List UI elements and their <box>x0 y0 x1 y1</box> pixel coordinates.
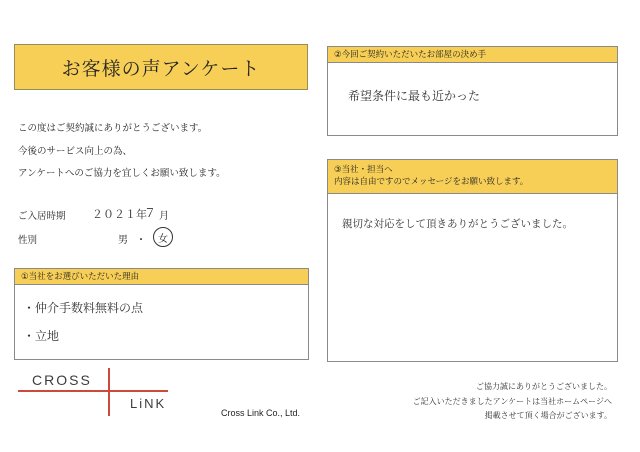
message-panel <box>327 159 618 362</box>
survey-title <box>14 44 308 90</box>
footer-line-3: 掲載させて頂く場合がございます。 <box>484 411 612 420</box>
gender-male: 男 <box>118 235 128 246</box>
company-logo <box>18 368 168 416</box>
gender-label: 性別 <box>18 235 38 246</box>
intro-line-3: アンケートへのご協力を宜しくお願い致します。 <box>18 168 226 179</box>
intro-line-1: この度はご契約誠にありがとうございます。 <box>18 123 208 134</box>
move-in-label: ご入居時期 <box>18 211 66 222</box>
footer-line-1: ご協力誠にありがとうございました。 <box>476 382 612 391</box>
deciding-factor-panel <box>327 46 618 136</box>
message-heading-line-1: ③当社・担当へ <box>334 165 393 175</box>
month-suffix: 月 <box>159 211 169 222</box>
logo-bottom-text: LiNK <box>130 396 167 411</box>
gender-separator: ・ <box>136 235 146 246</box>
logo-top-text: CROSS <box>32 372 92 388</box>
intro-line-2: 今後のサービス向上の為、 <box>18 146 133 157</box>
reason-panel <box>14 268 309 360</box>
move-in-month: ７ <box>144 206 157 220</box>
message-answer: 親切な対応をして頂きありがとうございました。 <box>342 218 573 230</box>
company-name: Cross Link Co., Ltd. <box>221 408 301 418</box>
reason-answer-2: ・立地 <box>23 329 60 343</box>
reason-panel-heading: ①当社をお選びいただいた理由 <box>15 269 308 285</box>
gender-female-circled <box>153 227 173 247</box>
deciding-factor-answer: 希望条件に最も近かった <box>348 89 481 103</box>
survey-title-text: お客様の声アンケート <box>61 57 261 80</box>
gender-female: 女 <box>158 233 168 245</box>
move-in-year: ２０２１年 <box>92 208 147 221</box>
message-heading <box>328 160 617 194</box>
message-heading-line-2: 内容は自由ですのでメッセージをお願い致します。 <box>334 177 529 187</box>
reason-answer-1: ・仲介手数料無料の点 <box>23 301 144 315</box>
footer-line-2: ご記入いただきましたアンケートは当社ホームページへ <box>412 397 612 406</box>
logo-vertical-rule <box>108 368 110 416</box>
deciding-factor-heading: ②今回ご契約いただいたお部屋の決め手 <box>328 47 617 63</box>
logo-horizontal-rule <box>18 390 168 392</box>
